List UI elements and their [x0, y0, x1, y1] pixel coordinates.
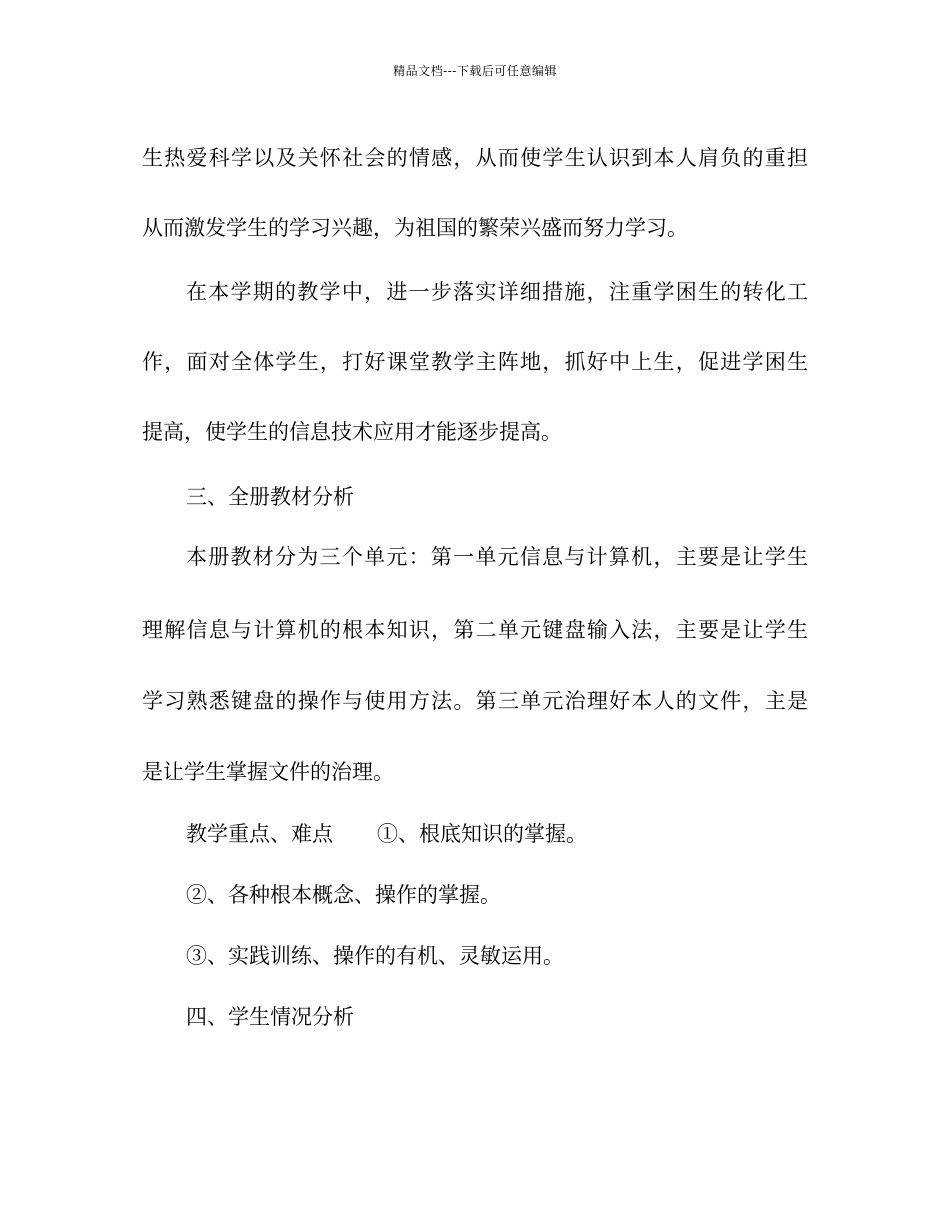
section-heading: 四、学生情况分析 [186, 1005, 354, 1029]
paragraph-line: 在本学期的教学中，进一步落实详细措施，注重学困生的转化工 [186, 280, 808, 304]
paragraph-line: 是让学生掌握文件的治理。 [142, 760, 394, 784]
paragraph-line: 提高，使学生的信息技术应用才能逐步提高。 [142, 420, 562, 444]
key-points-item: ①、根底知识的掌握。 [377, 822, 587, 846]
page-header: 精品文档---下载后可任意编辑 [393, 64, 557, 78]
list-item: ②、各种根本概念、操作的掌握。 [186, 883, 501, 907]
paragraph-line: 本册教材分为三个单元：第一单元信息与计算机，主要是让学生 [186, 545, 808, 569]
paragraph-line: 理解信息与计算机的根本知识，第二单元键盘输入法，主要是让学生 [142, 618, 808, 642]
paragraph-line: 生热爱科学以及关怀社会的情感，从而使学生认识到本人肩负的重担 [142, 146, 808, 170]
paragraph-line: 学习熟悉键盘的操作与使用方法。第三单元治理好本人的文件，主是 [142, 689, 808, 713]
list-item: ③、实践训练、操作的有机、灵敏运用。 [186, 944, 564, 968]
section-heading: 三、全册教材分析 [186, 485, 354, 509]
paragraph-line: 作，面对全体学生，打好课堂教学主阵地，抓好中上生，促进学困生 [142, 350, 808, 374]
key-points-line [186, 819, 587, 849]
key-points-label: 教学重点、难点 [186, 822, 333, 846]
paragraph-line: 从而激发学生的学习兴趣，为祖国的繁荣兴盛而努力学习。 [142, 216, 688, 240]
